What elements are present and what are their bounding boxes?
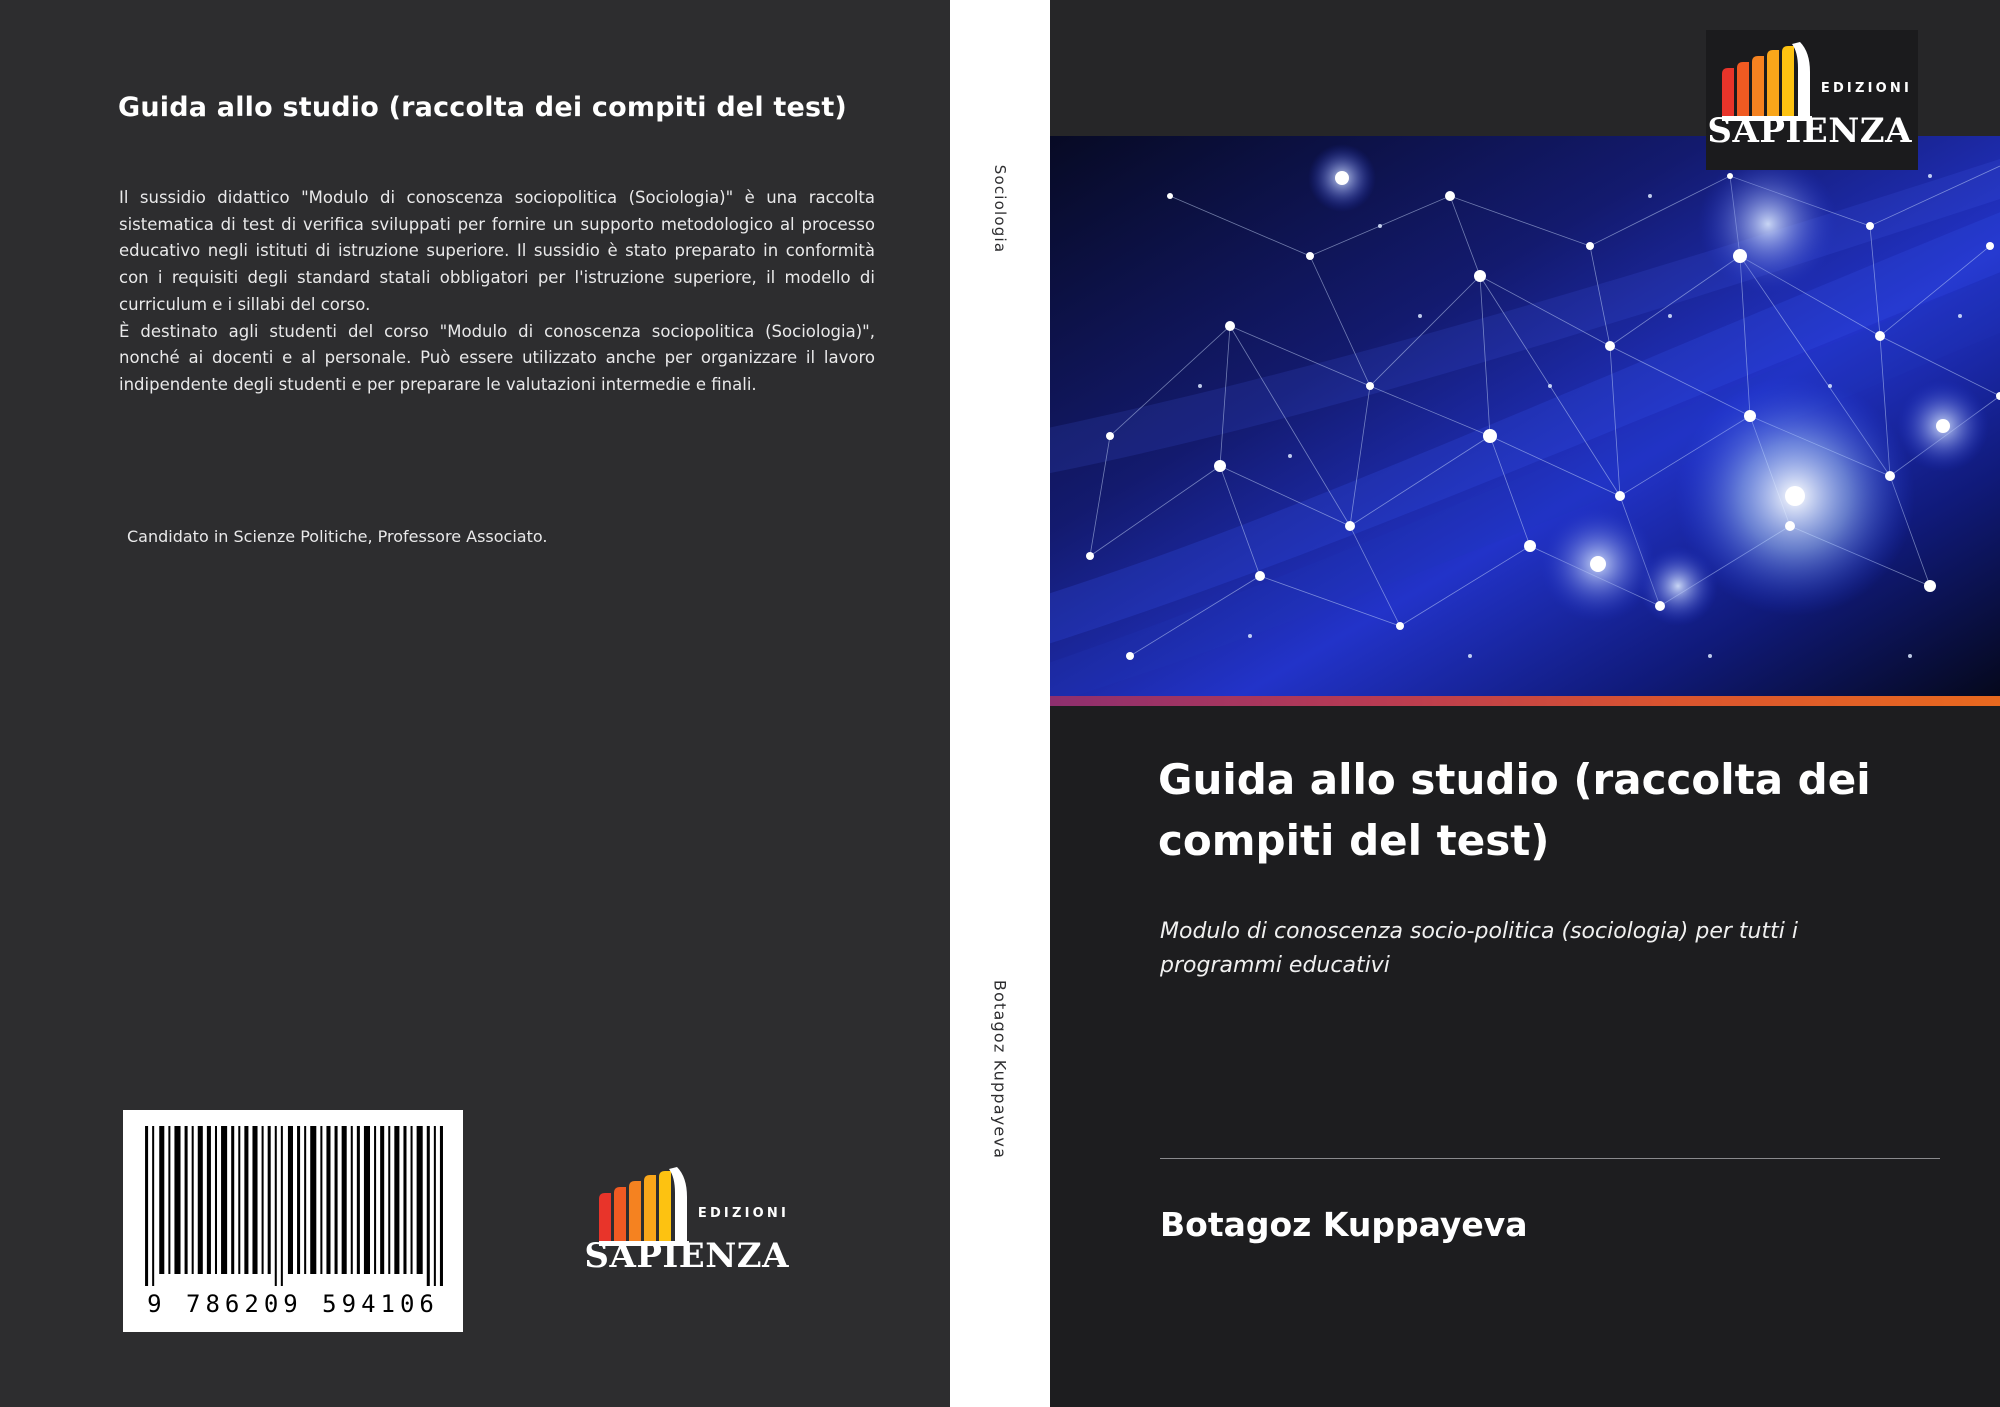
svg-text:SAPIENZA: SAPIENZA — [1707, 111, 1912, 151]
back-cover-description — [119, 185, 875, 399]
barcode-number: 9 786209 594106 — [147, 1290, 439, 1318]
sapienza-logo-icon — [585, 1155, 795, 1295]
front-cover-author: Botagoz Kuppayeva — [1160, 1205, 1528, 1244]
cover-artwork — [1050, 136, 2000, 696]
network-plexus-image — [1050, 136, 2000, 696]
back-cover-panel — [0, 0, 950, 1407]
back-cover-title: Guida allo studio (raccolta dei compiti del test) — [118, 92, 847, 123]
front-cover-panel — [1050, 0, 2000, 1407]
front-divider — [1160, 1158, 1940, 1159]
svg-text:EDIZIONI: EDIZIONI — [1820, 81, 1912, 96]
back-description-paragraph-2: È destinato agli studenti del corso "Modulo di conoscenza sociopolitica (Sociologia)", nonché ai docenti e al personale. Può essere utilizzato anche per organizzare il lavoro indipendente degli studenti e per preparare le valutazioni intermedie e finali. — [119, 321, 875, 395]
svg-text:SAPIENZA: SAPIENZA — [585, 1236, 789, 1276]
back-author-credential: Candidato in Scienze Politiche, Professore Associato. — [127, 527, 548, 546]
publisher-logo-front — [1706, 30, 1918, 170]
accent-rule — [1050, 696, 2000, 706]
back-description-paragraph-1: Il sussidio didattico "Modulo di conoscenza sociopolitica (Sociologia)" è una raccolta sistematica di test di verifica sviluppati per fornire un supporto metodologico al processo educativo negli istituti di istruzione superiore. Il sussidio è stato preparato in conformità con i requisiti degli standard statali obbligatori per l'istruzione superiore, il modello di curriculum e i sillabi del corso. — [119, 188, 875, 314]
spine-panel — [950, 0, 1050, 1407]
front-cover-subtitle: Modulo di conoscenza socio-politica (sociologia) per tutti i programmi educativi — [1160, 919, 1798, 979]
svg-text:EDIZIONI: EDIZIONI — [697, 1206, 789, 1221]
publisher-logo-back — [585, 1155, 795, 1295]
spine-subject: Sociologia — [991, 164, 1009, 254]
spine-author: Botagoz Kuppayeva — [990, 979, 1010, 1160]
front-cover-title: Guida allo studio (raccolta dei compiti del test) — [1158, 755, 1871, 865]
barcode — [123, 1110, 463, 1332]
barcode-bars-icon — [141, 1126, 445, 1286]
sapienza-logo-icon — [1706, 30, 1918, 170]
